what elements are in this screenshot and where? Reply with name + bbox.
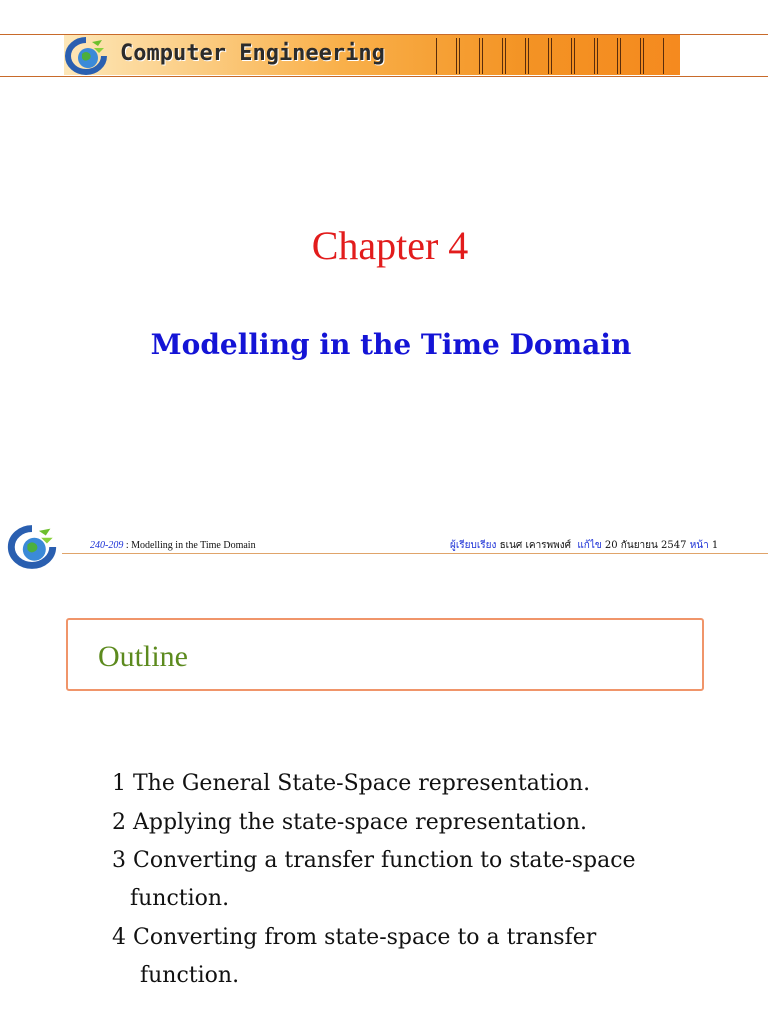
footer-edit-label: แก้ไข: [577, 540, 602, 551]
footer-page-number: 1: [711, 540, 719, 551]
footer-meta: [450, 538, 718, 553]
outline-item-3-continuation: function.: [130, 886, 230, 911]
chapter-title: Chapter 4: [311, 223, 469, 268]
footer-date: 20 กันยายน 2547: [604, 540, 687, 551]
banner-grid-cell: [597, 38, 618, 74]
banner-grid-cell: [551, 38, 572, 74]
footer-author-name: ธเนศ เคารพพงศ์: [499, 540, 571, 551]
footer-course: [90, 540, 256, 551]
globe-swirl-logo-icon: [64, 36, 108, 76]
outline-title: Outline: [98, 640, 188, 673]
header-rule-bottom: [0, 76, 768, 77]
banner-grid-cell: [436, 38, 457, 74]
chapter-subtitle: Modelling in the Time Domain: [150, 328, 632, 361]
banner-grid-cell: [505, 38, 526, 74]
outline-item-4-continuation: function.: [140, 963, 240, 988]
banner-grid-cell: [459, 38, 480, 74]
footer-course-code: 240-209: [90, 540, 124, 551]
footer-author-label: ผู้เรียบเรียง: [450, 540, 497, 551]
outline-item-4: 4 Converting from state-space to a transfer: [112, 925, 597, 950]
banner-grid-cell: [482, 38, 503, 74]
banner-grid-cell: [620, 38, 641, 74]
footer-course-title: : Modelling in the Time Domain: [123, 540, 256, 551]
footer-page-label: หน้า: [689, 540, 709, 551]
outline-item-1: 1 The General State-Space representation.: [112, 771, 591, 796]
banner-grid-cell: [574, 38, 595, 74]
globe-swirl-logo-icon: [4, 524, 60, 570]
outline-item-2: 2 Applying the state-space representation.: [112, 810, 588, 835]
banner-grid-cell: [528, 38, 549, 74]
banner-grid-cell: [643, 38, 664, 74]
outline-item-3: 3 Converting a transfer function to state-space: [112, 848, 636, 873]
footer-rule: [62, 553, 768, 554]
banner-title: Computer Engineering: [120, 41, 385, 66]
